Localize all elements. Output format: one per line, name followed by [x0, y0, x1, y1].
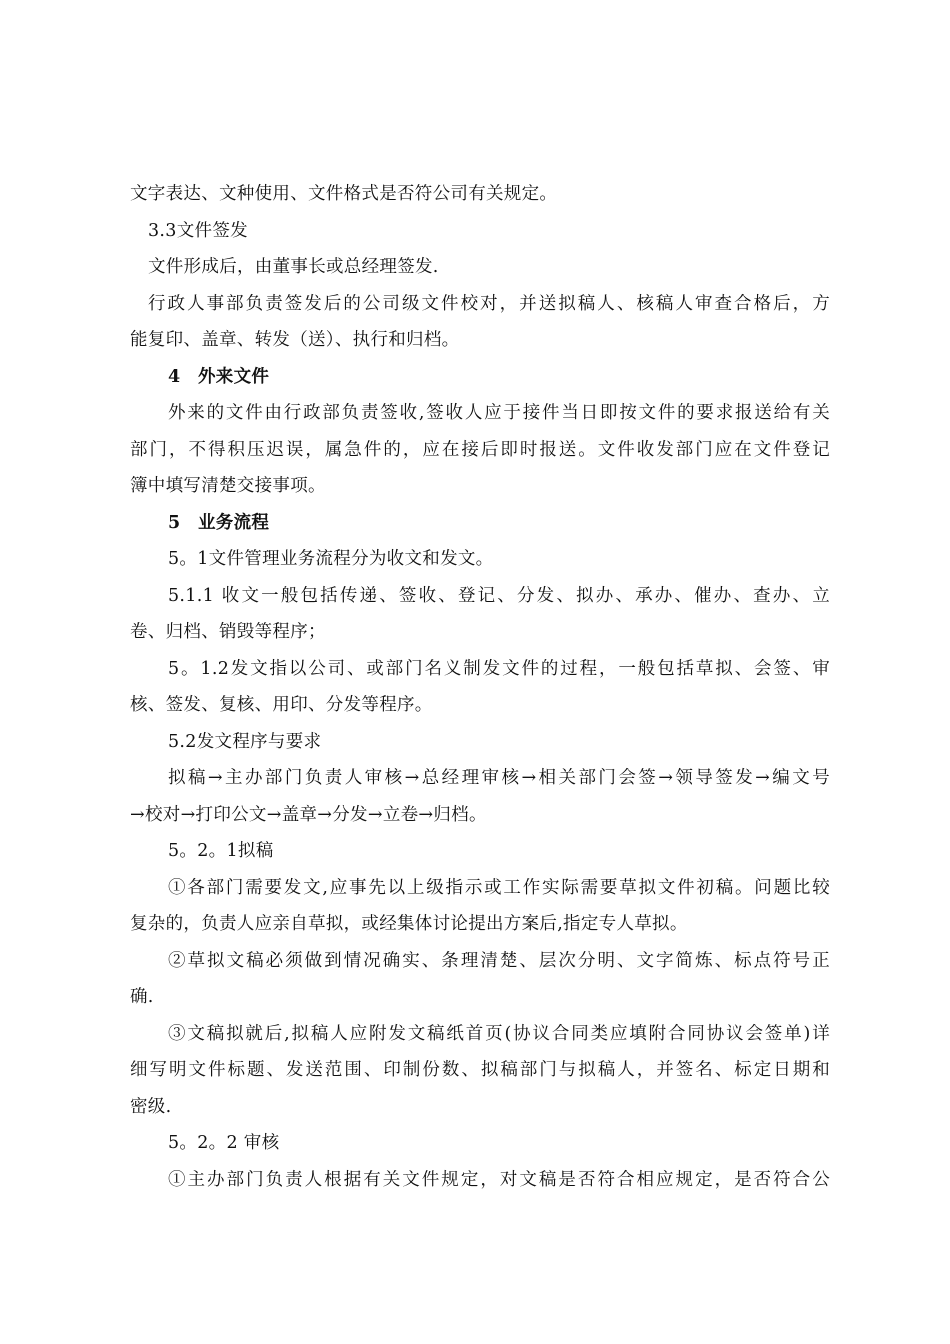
section-heading-5-2-1: 5。2。1拟稿 — [168, 841, 274, 861]
section-heading-5 — [130, 505, 830, 542]
section-heading-4 — [130, 359, 830, 396]
paragraph-line: ③文稿拟就后,拟稿人应附发文稿纸首页(协议合同类应填附合同协议会签单)详 — [168, 1023, 830, 1044]
section-number: 5 — [168, 512, 181, 533]
paragraph-line: 5。1.2发文指以公司、或部门名义制发文件的过程，一般包括草拟、会签、审 — [168, 658, 830, 679]
paragraph-line: 部门，不得积压迟误，属急件的，应在接后即时报送。文件收发部门应在文件登记 — [130, 439, 830, 460]
paragraph-line: 文字表达、文种使用、文件格式是否符公司有关规定。 — [130, 184, 558, 204]
paragraph-line: →校对→打印公文→盖章→分发→立卷→归档。 — [130, 804, 487, 825]
paragraph-line: 确. — [130, 987, 154, 1007]
paragraph-line: 卷、归档、销毁等程序； — [130, 622, 326, 642]
paragraph-line: 核、签发、复核、用印、分发等程序。 — [130, 695, 433, 715]
section-number: 4 — [168, 366, 181, 387]
document-body — [130, 176, 830, 1198]
section-heading-5-2-2: 5。2。2 审核 — [168, 1133, 280, 1153]
paragraph-line: 拟稿→主办部门负责人审核→总经理审核→相关部门会签→领导签发→编文号 — [168, 768, 830, 788]
section-heading-5-2: 5.2发文程序与要求 — [168, 731, 322, 752]
paragraph-line: 文件形成后，由董事长或总经理签发. — [148, 257, 439, 277]
paragraph-line: 复杂的，负责人应亲自草拟，或经集体讨论提出方案后,指定专人草拟。 — [130, 914, 688, 934]
paragraph-line: 行政人事部负责签发后的公司级文件校对，并送拟稿人、核稿人审查合格后，方 — [148, 293, 830, 314]
paragraph-line: 细写明文件标题、发送范围、印制份数、拟稿部门与拟稿人，并签名、标定日期和 — [130, 1060, 830, 1080]
paragraph-line: ①主办部门负责人根据有关文件规定，对文稿是否符合相应规定，是否符合公 — [168, 1169, 830, 1190]
section-title: 外来文件 — [198, 366, 270, 387]
paragraph-line: 簿中填写清楚交接事项。 — [130, 476, 326, 496]
paragraph-line: 密级. — [130, 1096, 172, 1117]
paragraph-line: 5.1.1 收文一般包括传递、签收、登记、分发、拟办、承办、催办、查办、立 — [168, 585, 830, 606]
section-heading-3-3: 3.3文件签发 — [148, 220, 248, 241]
paragraph-line: 5。1文件管理业务流程分为收文和发文。 — [168, 549, 494, 569]
paragraph-line: 能复印、盖章、转发（送）、执行和归档。 — [130, 330, 460, 350]
paragraph-line: ②草拟文稿必须做到情况确实、条理清楚、层次分明、文字简炼、标点符号正 — [168, 950, 830, 971]
paragraph-line: ①各部门需要发文,应事先以上级指示或工作实际需要草拟文件初稿。问题比较 — [168, 877, 830, 898]
section-title: 业务流程 — [198, 512, 270, 533]
paragraph-line: 外来的文件由行政部负责签收,签收人应于接件当日即按文件的要求报送给有关 — [168, 403, 830, 423]
